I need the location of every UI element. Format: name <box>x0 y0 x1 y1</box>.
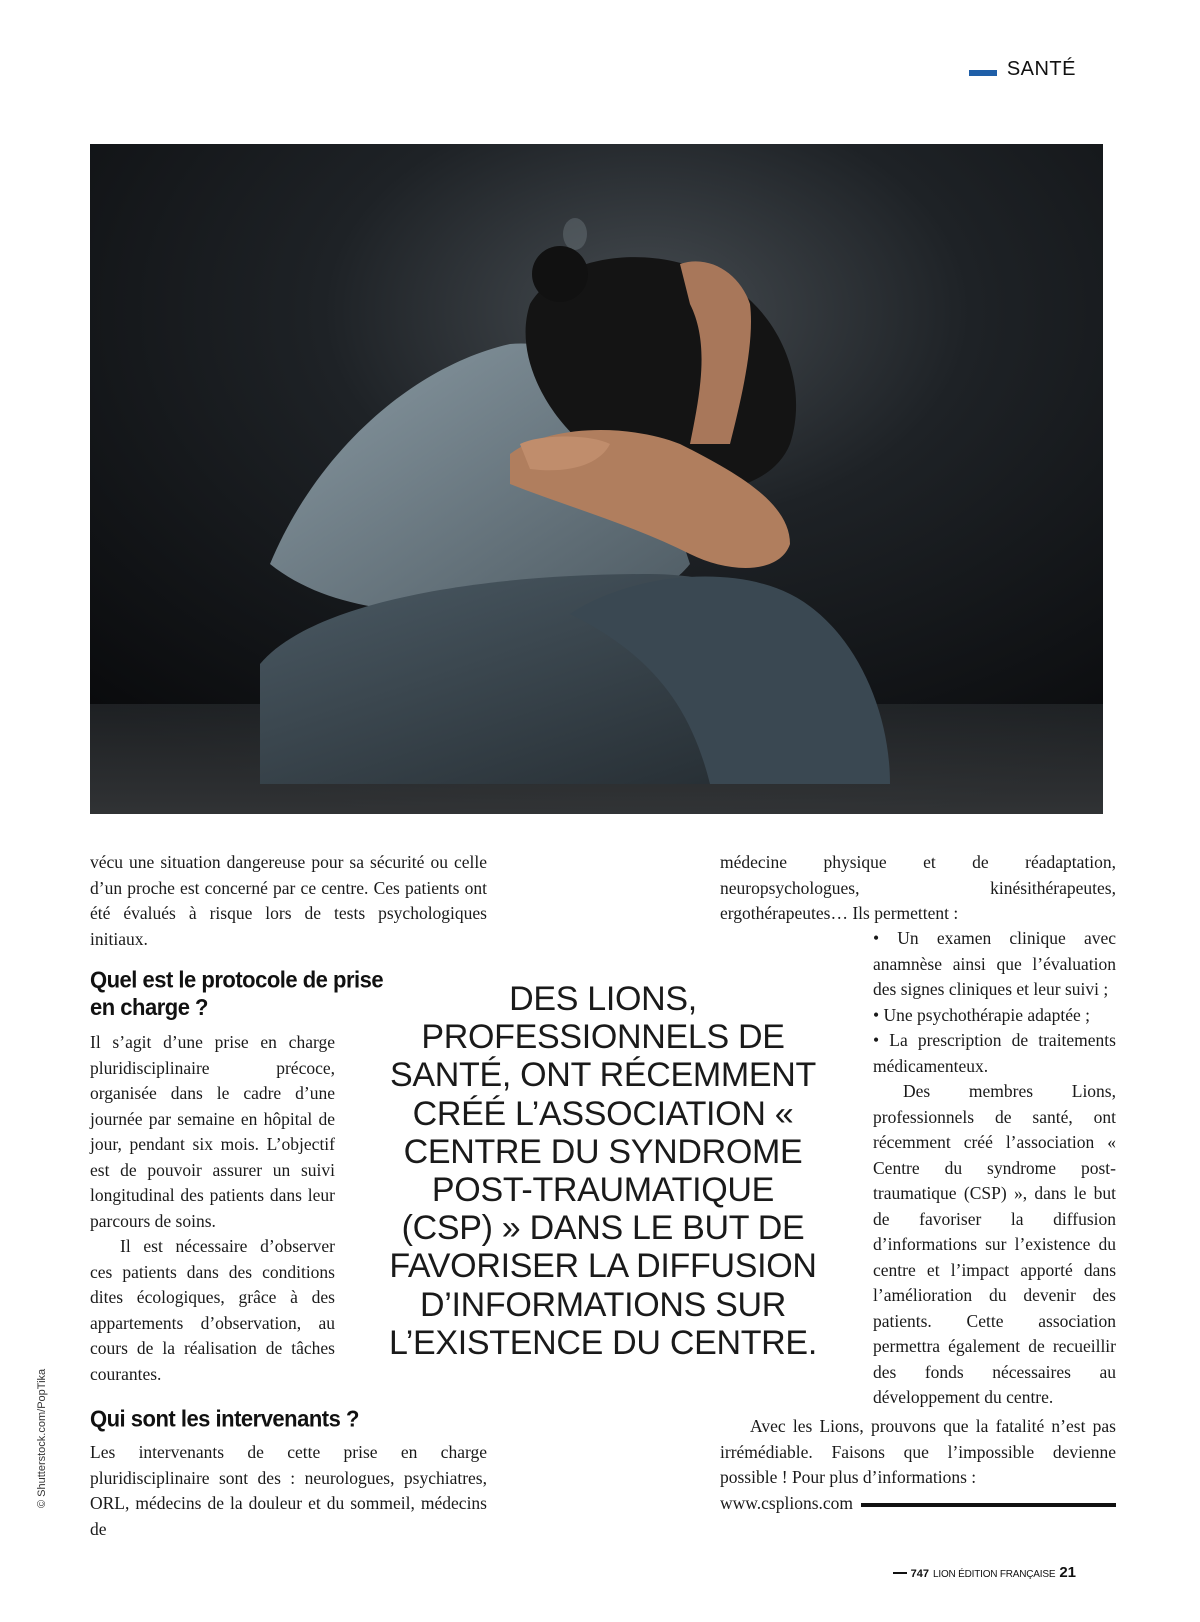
right-intro-text: médecine physique et de réadaptation, neuropsychologues, kinésithérapeutes, ergothérapeutes… Ils permettent : <box>720 852 1116 923</box>
section-tag <box>969 58 1076 81</box>
section-accent-bar <box>969 70 997 76</box>
protocol-paragraphs <box>90 1030 335 1387</box>
page-number: 21 <box>1059 1564 1076 1581</box>
photo-credit: © Shutterstock.com/PopTika <box>36 1368 48 1508</box>
closing-text: Avec les Lions, prouvons que la fatalité n’est pas irrémédiable. Faisons que l’impossible devienne possible ! Pour plus d’informations : <box>720 1416 1116 1487</box>
end-rule <box>861 1503 1116 1507</box>
url-line <box>720 1491 1116 1517</box>
closing-paragraph <box>720 1414 1116 1516</box>
intervenants-text: Les intervenants de cette prise en charge pluridisciplinaire sont des : neurologues, psychiatres, ORL, médecins de la douleur et du sommeil, médecins de <box>90 1442 487 1539</box>
right-bullets-and-members <box>873 926 1116 1411</box>
page-footer <box>893 1564 1076 1581</box>
section-label: SANTÉ <box>1006 58 1076 80</box>
protocol-paragraph-1: Il s’agit d’une prise en charge pluridisciplinaire précoce, organisée dans le cadre d’une journée par semaine en hôpital de jour, pendant six mois. L’objectif est de pouvoir assurer un suivi longitudinal des patients dans leur parcours de soins. <box>90 1032 335 1231</box>
bullet-item-1: • Un examen clinique avec anamnèse ainsi que l’évaluation des signes cliniques et leur suivi ; <box>873 928 1116 999</box>
left-intro-text: vécu une situation dangereuse pour sa sécurité ou celle d’un proche est concerné par ce centre. Ces patients ont été évalués à risque lors de tests psychologiques initiaux. <box>90 852 487 949</box>
heading-protocol: Quel est le protocole de prise en charge ? <box>90 966 384 1021</box>
members-paragraph: Des membres Lions, professionnels de santé, ont récemment créé l’association « Centre du syndrome post-traumatique (CSP) », dans le but de favoriser la diffusion d’informations sur l’existence du centre et l’impact apporté dans l’amélioration du devenir des patients. Cette association permettra également de recueillir des fonds nécessaires au développement du centre. <box>873 1081 1116 1407</box>
left-intro-paragraph <box>90 850 487 952</box>
issue-number: 747 <box>910 1568 930 1580</box>
intervenants-paragraph <box>90 1440 487 1542</box>
protocol-paragraph-2: Il est nécessaire d’observer ces patients dans des conditions dites écologiques, grâce à des appartements d’observation, au cours de la réalisation de tâches courantes. <box>90 1236 335 1384</box>
heading-intervenants: Qui sont les intervenants ? <box>90 1405 359 1432</box>
right-intro-paragraph <box>720 850 1116 927</box>
pull-quote: DES LIONS, PROFESSIONNELS DE SANTÉ, ONT RÉCEMMENT CRÉÉ L’ASSOCIATION « CENTRE DU SYNDROME POST-TRAUMATIQUE (CSP) » DANS LE BUT DE FAVORISER LA DIFFUSION D’INFORMATIONS SUR L’EXISTENCE DU CENTRE. <box>389 980 817 1362</box>
magazine-name: LION ÉDITION FRANÇAISE <box>933 1569 1056 1580</box>
website-link[interactable]: www.csplions.com <box>720 1492 854 1513</box>
article-photo <box>90 144 1103 814</box>
photo-illustration <box>90 144 1103 814</box>
bullet-item-2: • Une psychothérapie adaptée ; <box>873 1004 1091 1025</box>
bullet-item-3: • La prescription de traitements médicamenteux. <box>873 1030 1116 1076</box>
footer-dash <box>893 1572 907 1574</box>
